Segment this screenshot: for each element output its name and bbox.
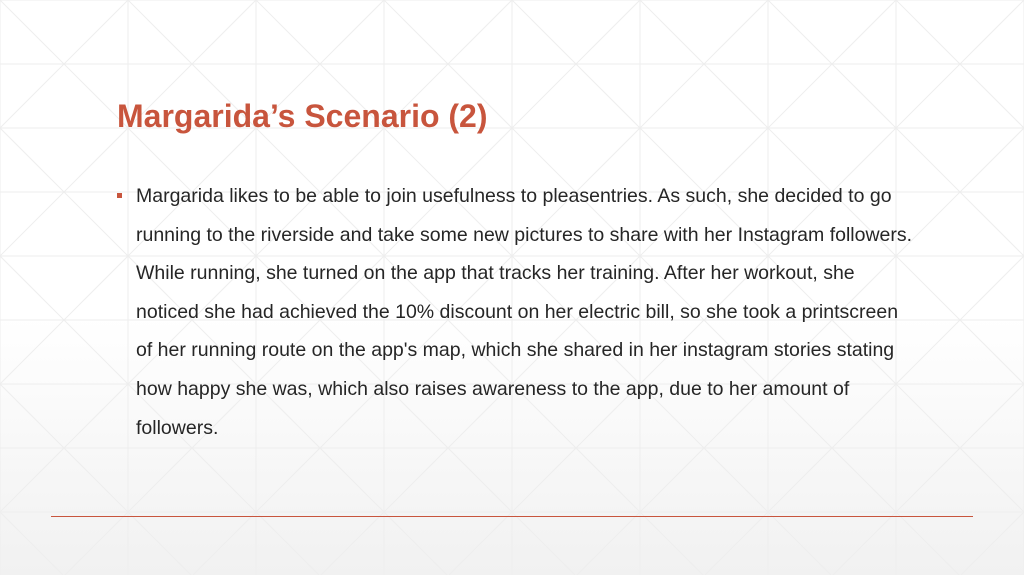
bullet-text: Margarida likes to be able to join usefulness to pleasentries. As such, she decided to go running to the riverside and take some new pictures to share with her Instagram followers. While running, she turned on the app that tracks her training. After her workout, she noticed she had achieved the 10% discount on her electric bill, so she took a printscreen of her running route on the app's map, which she shared in her instagram stories stating how happy she was, which also raises awareness to the app, due to her amount of followers. (136, 185, 913, 439)
pattern-line (0, 0, 128, 575)
bullet-item (117, 177, 917, 447)
bullet-list (117, 177, 917, 447)
square-bullet-icon (117, 193, 122, 198)
divider-line (51, 516, 973, 517)
slide-title: Margarida’s Scenario (2) (117, 98, 488, 134)
